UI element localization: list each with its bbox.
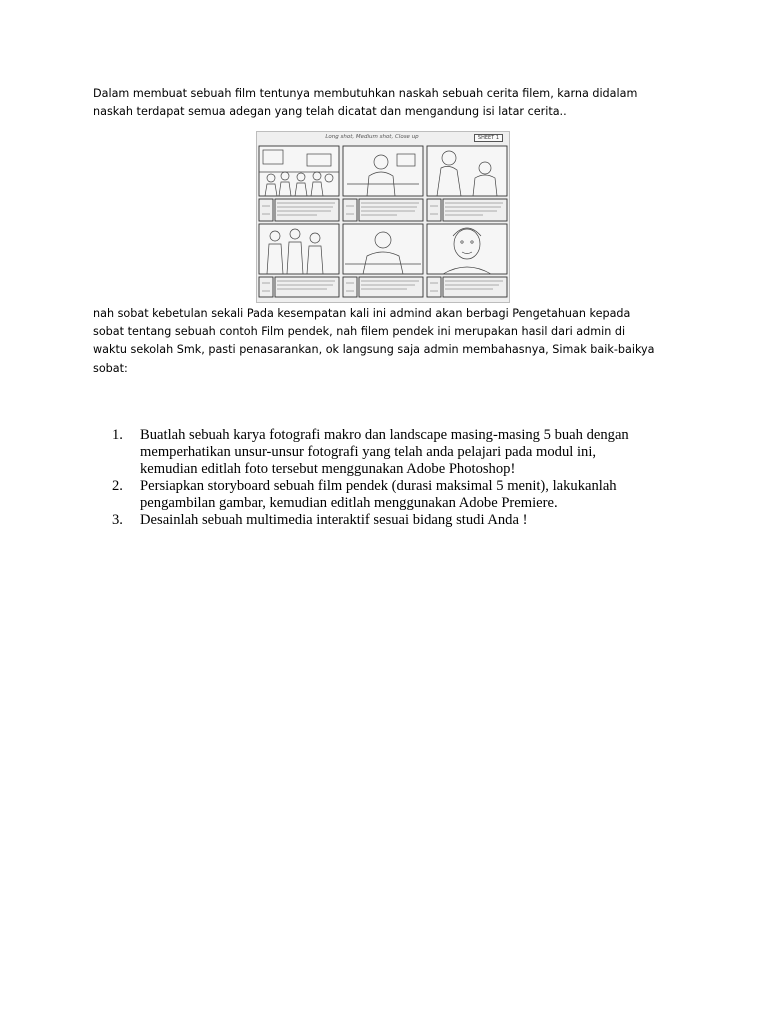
storyboard-image bbox=[256, 131, 510, 303]
list-item bbox=[112, 427, 692, 478]
list-number: 1. bbox=[112, 427, 123, 443]
intro-paragraph: Dalam membuat sebuah film tentunya membutuhkan naskah sebuah cerita filem, karna didalam naskah terdapat semua adegan yang telah dicatat dan mengandung isi latar cerita.. bbox=[93, 87, 638, 119]
list-item-text: Buatlah sebuah karya fotografi makro dan landscape masing-masing 5 buah dengan memperhatikan unsur-unsur fotografi yang telah anda pelajari pada modul ini, kemudian editlah foto tersebut menggunakan Adobe Photoshop! bbox=[140, 427, 629, 477]
list-item-text: Persiapkan storyboard sebuah film pendek (durasi maksimal 5 menit), lakukanlah pengambilan gambar, kemudian editlah menggunakan Adobe Premiere. bbox=[140, 478, 617, 511]
list-number: 2. bbox=[112, 478, 123, 494]
list-item bbox=[112, 478, 692, 512]
list-item-text: Desainlah sebuah multimedia interaktif sesuai bidang studi Anda ! bbox=[140, 512, 528, 528]
sheet-number: SHEET 1 bbox=[474, 134, 503, 142]
storyboard-sketch bbox=[257, 132, 509, 302]
list-item bbox=[112, 512, 692, 529]
list-number: 3. bbox=[112, 512, 123, 528]
sheet-title: Long shot, Medium shot, Close up bbox=[325, 134, 419, 140]
body-paragraph: nah sobat kebetulan sekali Pada kesempatan kali ini admind akan berbagi Pengetahuan kepada sobat tentang sebuah contoh Film pendek, nah filem pendek ini merupakan hasil dari admin di waktu sekolah Smk, pasti penasarankan, ok langsung saja admin membahasnya, Simak baik-baikya sobat: bbox=[93, 307, 655, 375]
task-list bbox=[112, 427, 692, 529]
